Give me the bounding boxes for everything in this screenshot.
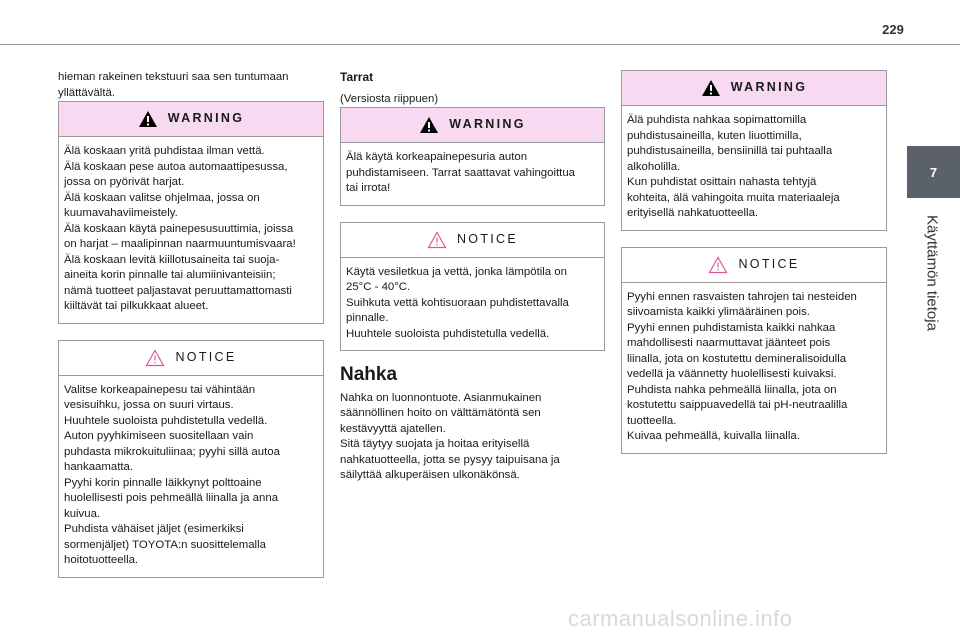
page-number: 229 [882,22,904,37]
warning-title: WARNING [449,117,526,132]
notice-body [622,283,886,453]
warning-line: tai irrota! [346,182,391,194]
notice-line: Kuivaa pehmeällä, kuivalla liinalla. [627,430,800,442]
warning-title: WARNING [730,80,808,95]
notice-line: vesisuihku, jossa on suuri virtaus. [64,399,234,411]
intro-text [58,70,324,101]
notice-line: Auton pyyhkimiseen suositellaan vain [64,430,254,442]
notice-line: mahdollisesti naarmuttavat jäänteet pois [627,337,831,349]
chapter-tab[interactable]: 7 [907,146,960,198]
notice-icon [145,349,165,367]
notice-line: Puhdista nahka pehmeällä liinalla, jota on [627,383,837,396]
warning-box [340,107,605,206]
notice-line: 25°C - 40°C. [346,281,411,293]
notice-line: Pyyhi ennen rasvaisten tahrojen tai nesteiden [627,290,857,303]
warning-line: kohteita, älä vahingoita muita materiaaleja [627,191,840,204]
notice-line: Suihkuta vettä kohtisuoraan puhdistettavalla [346,296,569,309]
warning-line: Älä koskaan yritä puhdistaa ilman vettä. [64,145,265,157]
warning-line: puhdistusaineilla, kuten liuottimilla, [627,129,802,142]
warning-box [58,101,324,324]
body-line: nahkatuotteella, jotta se pysyy taipuisana ja [340,453,560,466]
notice-line: Valitse korkeapainepesu tai vähintään [64,383,256,396]
chapter-title [902,208,960,338]
notice-line: pinnalle. [346,312,389,324]
notice-title: NOTICE [738,256,800,271]
notice-line: siivoamista kaikki ylimääräinen pois. [627,306,810,318]
notice-body [341,258,604,351]
warning-body [341,143,604,205]
body-line: Nahka on luonnontuote. Asianmukainen [340,391,542,404]
notice-line: kuivua. [64,507,101,520]
notice-icon [427,231,447,249]
warning-icon [419,116,439,134]
notice-line: hoitotuotteella. [64,554,139,566]
notice-header [59,341,323,376]
warning-line: puhdistusaineilla, bensiinillä tai puhtaalla [627,145,833,157]
notice-line: liinalla, jota on kostutettu demineralisoidulla [627,352,847,365]
notice-line: Huuhtele suoloista puhdistetulla vedellä. [346,327,550,340]
warning-line: jossa on pyörivät harjat. [64,176,185,188]
top-rule [0,44,960,45]
warning-box [621,70,887,231]
notice-line: Pyyhi korin pinnalle läikkynyt polttoaine [64,476,262,489]
body-line: kestävyyttä ajatellen. [340,422,446,435]
notice-line: puhdasta mikrokuituliinaa; pyyhi sillä autoa [64,445,280,458]
nahka-body [340,391,605,484]
warning-line: puhdistamiseen. Tarrat saattavat vahingoittua [346,166,576,179]
warning-icon [701,79,721,97]
warning-line: Älä koskaan valitse ohjelmaa, jossa on [64,191,260,204]
column-3 [621,70,887,470]
notice-box [58,340,324,578]
column-1 [58,70,324,594]
notice-line: Huuhtele suoloista puhdistetulla vedellä. [64,414,268,427]
warning-line: Älä koskaan käytä painepesusuuttimia, joissa [64,222,294,235]
warning-line: kiiltävät tai pilkukkaat alueet. [64,300,209,312]
notice-box [340,222,605,352]
notice-box [621,247,887,454]
body-line: Sitä täytyy suojata ja hoitaa erityisellä [340,438,530,450]
version-note: (Versiosta riippuen) [340,92,439,105]
section-heading-tarrat: Tarrat [340,70,374,84]
warning-line: Älä koskaan pese autoa automaattipesussa, [64,160,288,173]
warning-icon [138,110,158,128]
warning-header [59,102,323,137]
warning-line: erityisellä nahkatuotteella. [627,207,759,219]
warning-title: WARNING [167,111,245,126]
intro-line: yllättävältä. [58,86,115,99]
notice-line: hankaamatta. [64,461,134,473]
warning-body [59,137,323,323]
notice-body [59,376,323,577]
notice-title: NOTICE [175,349,237,364]
warning-line: on harjat – maalipinnan naarmuuntumisvaara! [64,238,296,250]
warning-body [622,106,886,230]
warning-header [622,71,886,106]
warning-line: nämä tuotteet paljastavat peruuttamattomasti [64,284,292,297]
warning-line: Älä puhdista nahkaa sopimattomilla [627,114,807,126]
notice-header [622,248,886,283]
notice-line: huolellisesti pois pehmeällä liinalla ja anna [64,492,279,504]
notice-line: tuotteella. [627,414,677,427]
chapter-title-text: Käyttämön tietoja [923,215,941,331]
warning-line: aineita korin pinnalle tai alumiinivanteisiin; [64,269,276,281]
body-line: säännöllinen hoito on välttämätöntä sen [340,407,541,419]
notice-line: sormenjäljet) TOYOTA:n suosittelemalla [64,538,266,551]
notice-line: Pyyhi ennen puhdistamista kaikki nahkaa [627,321,836,334]
intro-line: hieman rakeinen tekstuuri saa sen tuntumaan [58,71,289,83]
column-2 [340,70,605,484]
notice-icon [708,256,728,274]
warning-header [341,108,604,143]
notice-line: Puhdista vähäiset jäljet (esimerkiksi [64,523,244,535]
watermark: carmanualsonline.info [568,606,793,631]
notice-line: vedellä ja väännetty huolellisesti kuivaksi. [627,368,837,380]
warning-line: Kun puhdistat osittain nahasta tehtyjä [627,176,817,188]
notice-header [341,223,604,258]
notice-title: NOTICE [456,231,519,246]
body-line: säilyttää alkuperäisen ulkonäkönsä. [340,469,520,481]
warning-line: kuumavahaviimeistely. [64,207,178,219]
notice-line: Käytä vesiletkua ja vettä, jonka lämpötila on [346,265,567,278]
warning-line: Älä käytä korkeapainepesuria auton [346,151,528,163]
warning-line: Älä koskaan levitä kiillotusaineita tai suoja- [64,253,280,266]
warning-line: alkoholilla. [627,160,681,173]
notice-line: kostutettu saippuavedellä tai pH-neutraalilla [627,399,848,411]
section-heading-nahka: Nahka [340,364,398,385]
